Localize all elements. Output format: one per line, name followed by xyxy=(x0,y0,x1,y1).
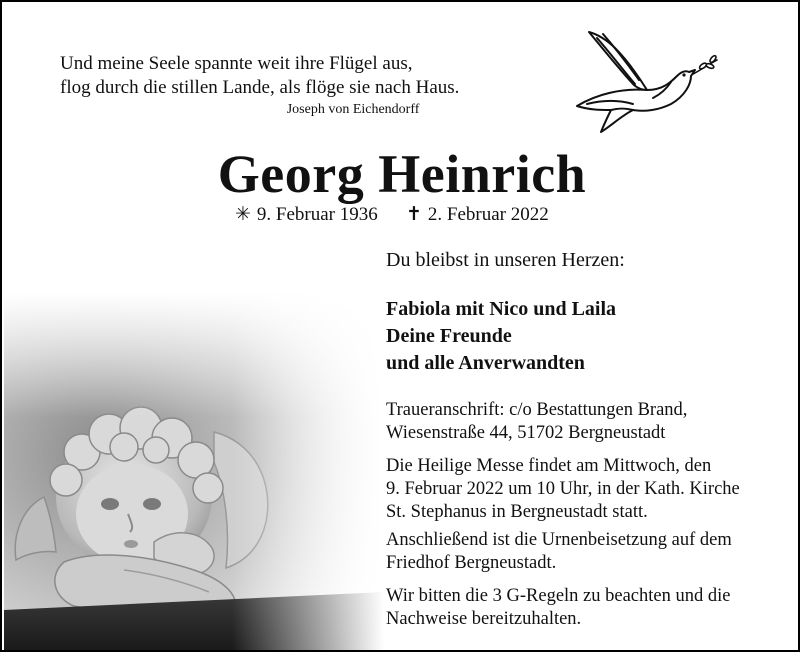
address-line: Traueranschrift: c/o Bestattungen Brand, xyxy=(386,400,688,420)
remembrance-line: Du bleibst in unseren Herzen: xyxy=(386,249,625,271)
urn-line: Friedhof Bergneustadt. xyxy=(386,553,557,573)
mass-line: 9. Februar 2022 um 10 Uhr, in der Kath. Kirche xyxy=(386,479,740,499)
birth-date-text: 9. Februar 1936 xyxy=(256,204,378,225)
mourner-line: Deine Freunde xyxy=(386,325,512,347)
poem-line-1: Und meine Seele spannte weit ihre Flügel aus, xyxy=(60,53,413,74)
mourner-line: und alle Anverwandten xyxy=(386,352,585,374)
mourning-address xyxy=(386,399,786,445)
rules-line: Wir bitten die 3 G-Regeln zu beachten und die xyxy=(386,586,731,606)
mass-info xyxy=(386,455,786,524)
dove-icon xyxy=(567,24,727,139)
mourner-line: Fabiola mit Nico und Laila xyxy=(386,298,617,320)
poem-quote xyxy=(60,52,459,119)
death-date-text: 2. Februar 2022 xyxy=(427,204,549,225)
cherub-angel-photo xyxy=(4,292,384,650)
poem-author: Joseph von Eichendorff xyxy=(286,102,420,117)
star-icon: ✳ xyxy=(235,204,251,225)
death-date xyxy=(406,203,549,227)
urn-line: Anschließend ist die Urnenbeisetzung auf dem xyxy=(386,530,732,550)
address-line: Wiesenstraße 44, 51702 Bergneustadt xyxy=(386,423,666,443)
poem-line-2: flog durch die stillen Lande, als flöge sie nach Haus. xyxy=(60,77,460,98)
rules-line: Nachweise bereitzuhalten. xyxy=(386,609,582,629)
mass-line: Die Heilige Messe findet am Mittwoch, den xyxy=(386,456,712,476)
deceased-name: Georg Heinrich xyxy=(217,144,587,204)
urn-burial-info xyxy=(386,529,786,575)
mass-line: St. Stephanus in Bergneustadt statt. xyxy=(386,502,648,522)
covid-rules-info xyxy=(386,585,786,631)
birth-date xyxy=(235,203,378,227)
cross-icon: ✝ xyxy=(406,204,422,225)
mourners-list xyxy=(386,296,786,377)
